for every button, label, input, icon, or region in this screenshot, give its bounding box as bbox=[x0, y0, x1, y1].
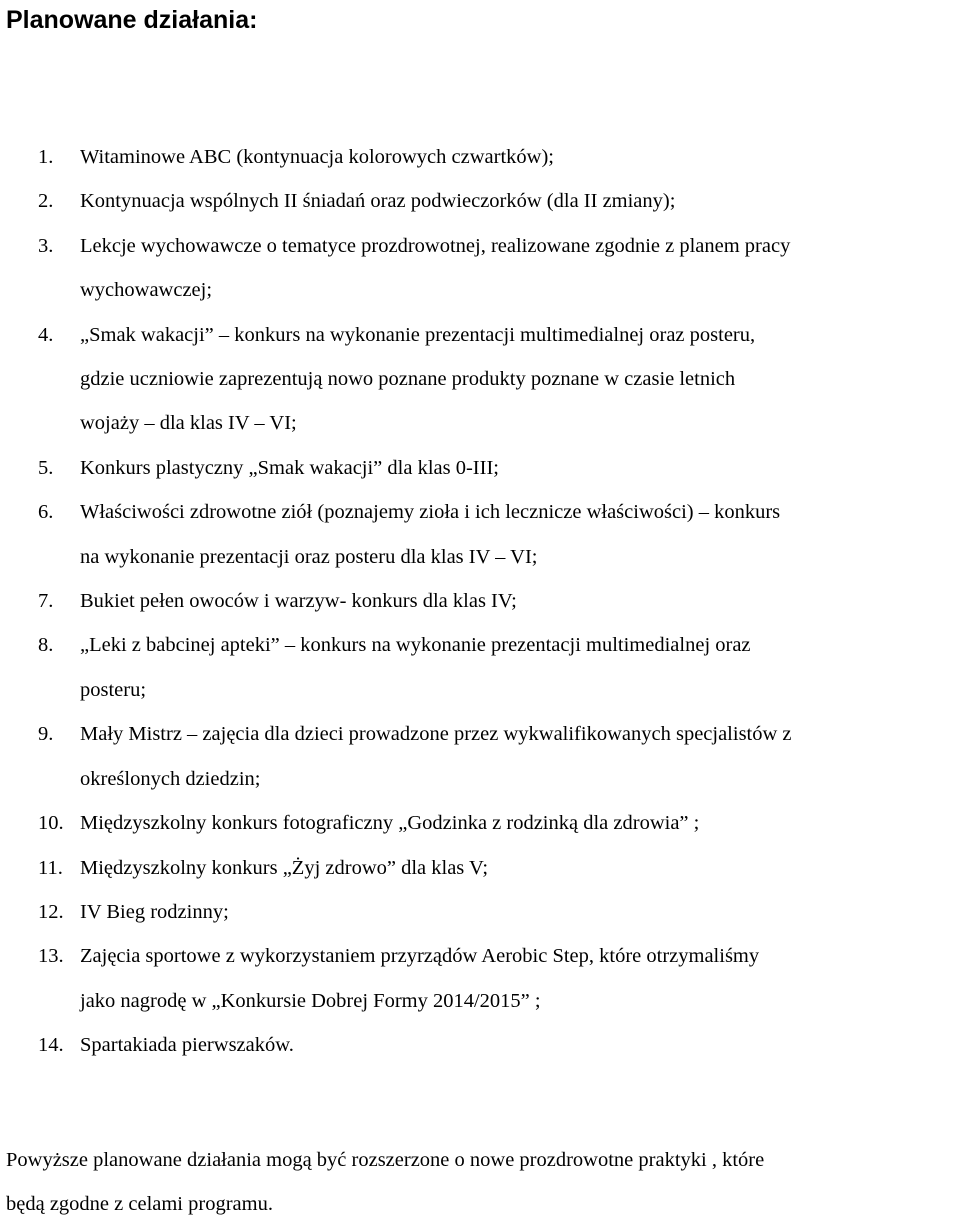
list-item-text: „Smak wakacji” – konkurs na wykonanie prezentacji multimedialnej oraz posteru, bbox=[80, 323, 756, 346]
list-item-number: 1. bbox=[38, 146, 54, 168]
list-item bbox=[0, 934, 960, 1023]
list-item-number: 5. bbox=[38, 456, 54, 479]
list-item bbox=[0, 1023, 960, 1067]
list-item-number: 2. bbox=[38, 190, 54, 213]
list-item-text: na wykonanie prezentacji oraz posteru dla klas IV – VI; bbox=[80, 545, 538, 568]
footer-line: Powyższe planowane działania mogą być rozszerzone o nowe prozdrowotne praktyki , które bbox=[6, 1149, 765, 1171]
list-item bbox=[0, 890, 960, 934]
list-item bbox=[0, 712, 960, 801]
list-item-text: Spartakiada pierwszaków. bbox=[80, 1034, 294, 1057]
list-item bbox=[0, 446, 960, 490]
list-item-number: 8. bbox=[38, 634, 54, 657]
list-item-number: 9. bbox=[38, 723, 54, 746]
footer-line: będą zgodne z celami programu. bbox=[6, 1193, 273, 1216]
list-item-number: 7. bbox=[38, 590, 54, 613]
list-item bbox=[0, 579, 960, 623]
list-item-number: 14. bbox=[38, 1034, 64, 1057]
list-item-text: IV Bieg rodzinny; bbox=[80, 900, 229, 923]
list-item-text: Właściwości zdrowotne ziół (poznajemy zioła i ich lecznicze właściwości) – konkurs bbox=[80, 501, 781, 524]
list-item bbox=[0, 179, 960, 223]
list-item bbox=[0, 135, 960, 179]
list-item-number: 13. bbox=[38, 945, 64, 968]
list-item-text: „Leki z babcinej apteki” – konkurs na wykonanie prezentacji multimedialnej oraz bbox=[80, 634, 751, 657]
list-item bbox=[0, 623, 960, 712]
list-item-text: Międzyszkolny konkurs „Żyj zdrowo” dla klas V; bbox=[80, 856, 489, 879]
list-item-text: gdzie uczniowie zaprezentują nowo poznane produkty poznane w czasie letnich bbox=[80, 368, 736, 391]
list-item bbox=[0, 490, 960, 579]
list-item-number: 6. bbox=[38, 501, 54, 524]
page-heading: Planowane działania: bbox=[6, 6, 258, 34]
list-item bbox=[0, 224, 960, 313]
list-item-text: Międzyszkolny konkurs fotograficzny „Godzinka z rodzinką dla zdrowia” ; bbox=[80, 812, 700, 835]
list-item-text: Kontynuacja wspólnych II śniadań oraz podwieczorków (dla II zmiany); bbox=[80, 190, 676, 213]
list-item-text: określonych dziedzin; bbox=[80, 767, 261, 790]
list-item-text: wychowawczej; bbox=[80, 279, 213, 302]
list-item-number: 4. bbox=[38, 323, 54, 346]
list-item-number: 10. bbox=[38, 812, 64, 835]
list-item-number: 12. bbox=[38, 900, 64, 923]
list-item-text: posteru; bbox=[80, 678, 147, 701]
footer-note bbox=[6, 1138, 956, 1227]
list-item-text: Konkurs plastyczny „Smak wakacji” dla klas 0-III; bbox=[80, 456, 499, 479]
list-item-number: 11. bbox=[38, 856, 63, 879]
list-item-text: Zajęcia sportowe z wykorzystaniem przyrządów Aerobic Step, które otrzymaliśmy bbox=[80, 945, 760, 968]
list-item-text: wojaży – dla klas IV – VI; bbox=[80, 412, 297, 435]
planned-activities-list bbox=[0, 135, 960, 1068]
list-item bbox=[0, 846, 960, 890]
list-item bbox=[0, 801, 960, 845]
list-item-text: Bukiet pełen owoców i warzyw- konkurs dla klas IV; bbox=[80, 590, 517, 613]
list-item-number: 3. bbox=[38, 234, 54, 257]
list-item-text: Witaminowe ABC (kontynuacja kolorowych czwartków); bbox=[80, 146, 554, 168]
list-item-text: Mały Mistrz – zajęcia dla dzieci prowadzone przez wykwalifikowanych specjalistów z bbox=[80, 723, 792, 746]
list-item bbox=[0, 313, 960, 446]
list-item-text: Lekcje wychowawcze o tematyce prozdrowotnej, realizowane zgodnie z planem pracy bbox=[80, 234, 791, 257]
list-item-text: jako nagrodę w „Konkursie Dobrej Formy 2014/2015” ; bbox=[80, 989, 541, 1012]
